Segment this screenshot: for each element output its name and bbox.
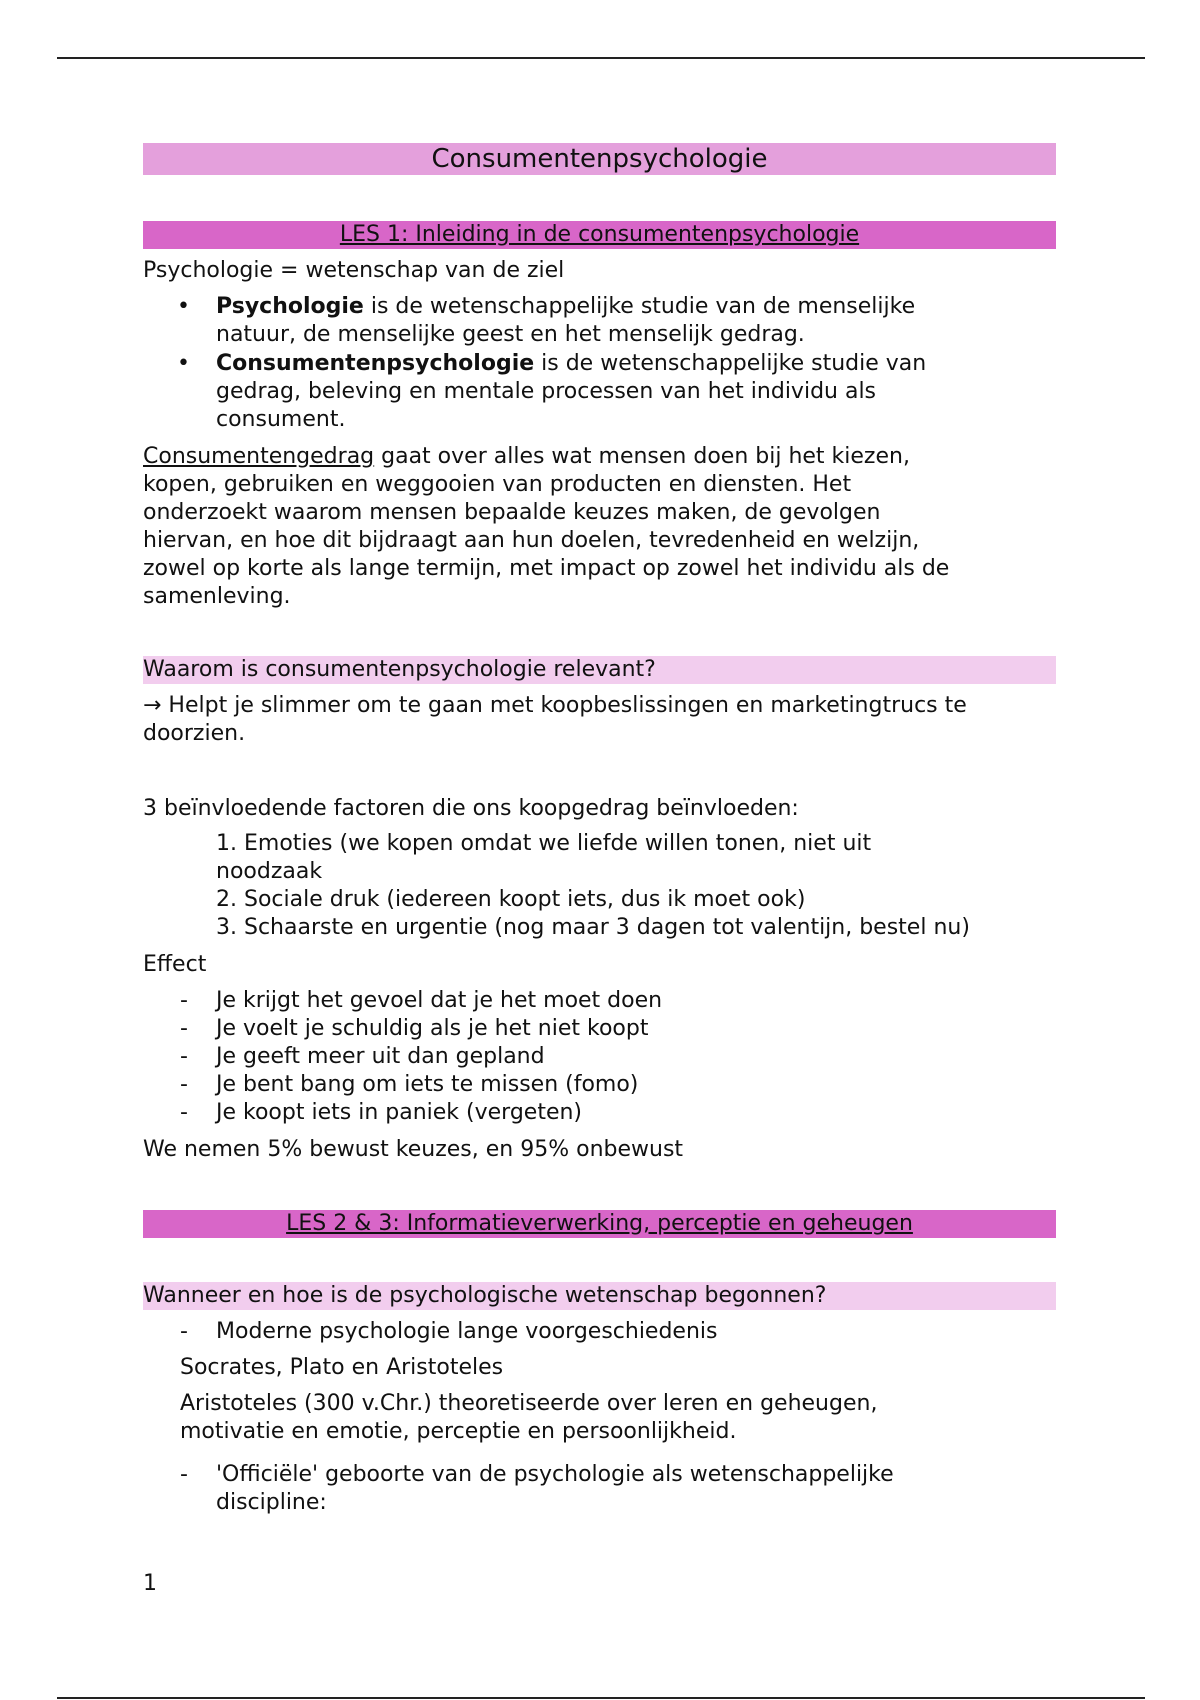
les1-heading-text: LES 1: Inleiding in de consumentenpsychologie	[339, 222, 860, 247]
list-item	[143, 1015, 1056, 1043]
list-item	[143, 987, 1056, 1015]
list-item	[143, 293, 1056, 349]
list-item	[143, 1461, 1056, 1517]
document-title: Consumentenpsychologie	[143, 143, 1056, 175]
bullet-dot-icon: •	[177, 351, 190, 376]
aristoteles-paragraph	[180, 1390, 1056, 1446]
effect-text: Je koopt iets in paniek (vergeten)	[216, 1100, 583, 1125]
effect-label: Effect	[143, 952, 207, 977]
definition-line: Psychologie = wetenschap van de ziel	[143, 258, 565, 283]
paragraph-line: motivatie en emotie, perceptie en persoonlijkheid.	[180, 1419, 737, 1444]
dash-icon: -	[180, 1072, 188, 1097]
list-item	[143, 1099, 1056, 1127]
paragraph-line: doorzien.	[143, 721, 246, 746]
footer-rule	[57, 1697, 1145, 1699]
bullet-text: gedrag, beleving en mentale processen van het individu als	[216, 379, 877, 404]
les1-heading	[143, 221, 1056, 249]
bullet-dot-icon: •	[177, 294, 190, 319]
paragraph-line: gaat over alles wat mensen doen bij het kiezen,	[374, 444, 910, 469]
philosophers-line: Socrates, Plato en Aristoteles	[180, 1355, 504, 1380]
effect-text: Je krijgt het gevoel dat je het moet doen	[216, 988, 663, 1013]
effect-text: Je bent bang om iets te missen (fomo)	[216, 1072, 639, 1097]
paragraph-line: onderzoekt waarom mensen bepaalde keuzes maken, de gevolgen	[143, 500, 881, 525]
list-item	[143, 1318, 1056, 1346]
effect-text: Je voelt je schuldig als je het niet koopt	[216, 1016, 649, 1041]
paragraph-line: hiervan, en hoe dit bijdraagt aan hun doelen, tevredenheid en welzijn,	[143, 528, 920, 553]
gedrag-paragraph	[143, 443, 1056, 611]
relevance-answer	[143, 692, 1056, 748]
dash-icon: -	[180, 1044, 188, 1069]
list-item-text: discipline:	[216, 1490, 327, 1515]
list-item-text: Moderne psychologie lange voorgeschiedenis	[216, 1319, 718, 1344]
list-item-text: 'Officiële' geboorte van de psychologie als wetenschappelijke	[216, 1462, 894, 1487]
dash-icon: -	[180, 988, 188, 1013]
term-consumentenpsychologie: Consumentenpsychologie	[216, 351, 535, 376]
list-item	[143, 1071, 1056, 1099]
paragraph-line: zowel op korte als lange termijn, met impact op zowel het individu als de	[143, 556, 950, 581]
les23-heading-text: LES 2 & 3: Informatieverwerking, perceptie en geheugen	[286, 1211, 913, 1236]
bullet-text: consument.	[216, 407, 346, 432]
factors-list	[216, 830, 1056, 942]
bullet-text: natuur, de menselijke geest en het menselijk gedrag.	[216, 322, 805, 347]
bullet-text: is de wetenschappelijke studie van de menselijke	[363, 294, 916, 319]
list-item: 2. Sociale druk (iedereen koopt iets, dus ik moet ook)	[216, 887, 806, 912]
effect-text: Je geeft meer uit dan gepland	[216, 1044, 545, 1069]
history-question: Wanneer en hoe is de psychologische wetenschap begonnen?	[143, 1282, 1056, 1310]
page-number: 1	[143, 1571, 157, 1596]
header-rule	[57, 57, 1145, 59]
list-item	[143, 350, 1056, 434]
paragraph-line: Aristoteles (300 v.Chr.) theoretiseerde over leren en geheugen,	[180, 1391, 878, 1416]
term-consumentengedrag: Consumentengedrag	[143, 444, 375, 469]
paragraph-line: samenleving.	[143, 584, 291, 609]
dash-icon: -	[180, 1462, 188, 1487]
dash-icon: -	[180, 1016, 188, 1041]
summary-line: We nemen 5% bewust keuzes, en 95% onbewust	[143, 1137, 684, 1162]
dash-icon: -	[180, 1319, 188, 1344]
les23-heading	[143, 1210, 1056, 1238]
factors-intro: 3 beïnvloedende factoren die ons koopgedrag beïnvloeden:	[143, 796, 799, 821]
bullet-text: is de wetenschappelijke studie van	[534, 351, 927, 376]
dash-icon: -	[180, 1100, 188, 1125]
list-item: 3. Schaarste en urgentie (nog maar 3 dagen tot valentijn, bestel nu)	[216, 915, 970, 940]
list-item: 1. Emoties (we kopen omdat we liefde willen tonen, niet uit	[216, 831, 872, 856]
term-psychologie: Psychologie	[216, 294, 364, 319]
list-item: noodzaak	[216, 859, 323, 884]
relevance-question: Waarom is consumentenpsychologie relevant?	[143, 656, 1056, 684]
paragraph-line: → Helpt je slimmer om te gaan met koopbeslissingen en marketingtrucs te	[143, 693, 967, 718]
paragraph-line: kopen, gebruiken en weggooien van producten en diensten. Het	[143, 472, 852, 497]
list-item	[143, 1043, 1056, 1071]
